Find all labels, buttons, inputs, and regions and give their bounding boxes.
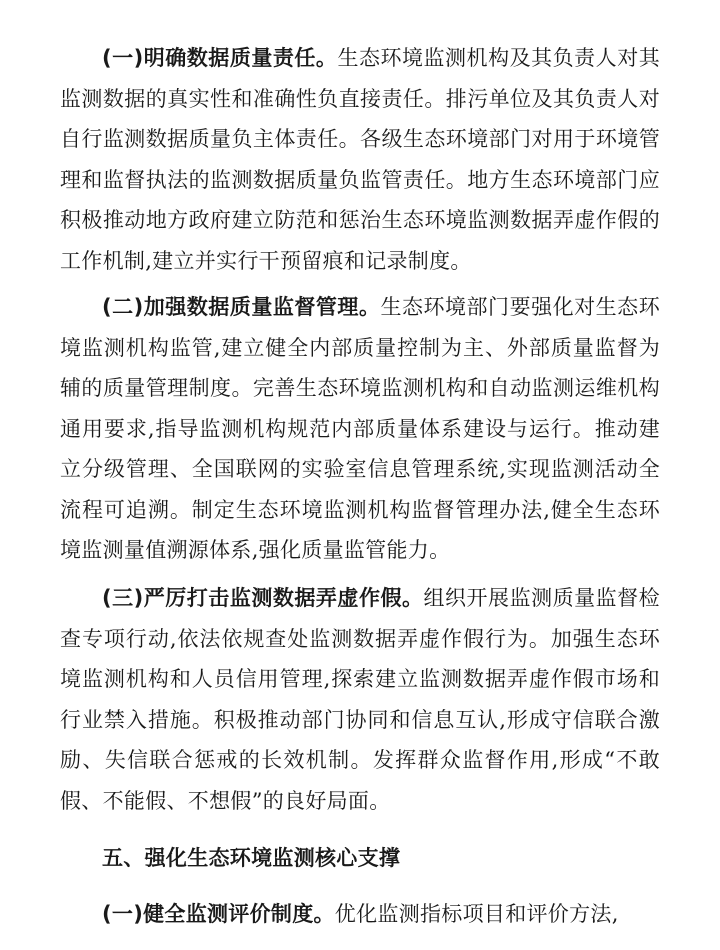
paragraph-1 xyxy=(60,38,660,281)
paragraph-4-body: 优化监测指标项目和评价方法, xyxy=(334,902,619,926)
paragraph-2-body: 生态环境部门要强化对生态环境监测机构监管,建立健全内部质量控制为主、外部质量监督为辅的质量管理制度。完善生态环境监测机构和自动监测运维机构通用要求,指导监测机构规范内部质量体系建设与运行。推动建立分级管理、全国联网的实验室信息管理系统,实现监测活动全流程可追溯。制定生态环境监测机构监督管理办法,健全生态环境监测量值溯源体系,强化质量监管能力。 xyxy=(60,295,660,562)
paragraph-1-body: 生态环境监测机构及其负责人对其监测数据的真实性和准确性负直接责任。排污单位及其负责人对自行监测数据质量负主体责任。各级生态环境部门对用于环境管理和监督执法的监测数据质量负监管责任。地方生态环境部门应积极推动地方政府建立防范和惩治生态环境监测数据弄虚作假的工作机制,建立并实行干预留痕和记录制度。 xyxy=(60,46,661,273)
paragraph-4 xyxy=(60,894,660,935)
paragraph-3 xyxy=(60,578,660,821)
paragraph-4-lead: (一)健全监测评价制度。 xyxy=(102,902,335,926)
section-heading: 五、强化生态环境监测核心支撑 xyxy=(102,846,401,870)
paragraph-2 xyxy=(60,287,660,571)
paragraph-1-lead: (一)明确数据质量责任。 xyxy=(102,46,338,70)
paragraph-3-body: 组织开展监测质量监督检查专项行动,依法依规查处监测数据弄虚作假行为。加强生态环境监测机构和人员信用管理,探索建立监测数据弄虚作假市场和行业禁入措施。积极推动部门协同和信息互认,形成守信联合激励、失信联合惩戒的长效机制。发挥群众监督作用,形成“不敢假、不能假、不想假”的良好局面。 xyxy=(60,586,660,813)
paragraph-3-lead: (三)严厉打击监测数据弄虚作假。 xyxy=(102,586,424,610)
paragraph-2-lead: (二)加强数据质量监督管理。 xyxy=(102,295,381,319)
